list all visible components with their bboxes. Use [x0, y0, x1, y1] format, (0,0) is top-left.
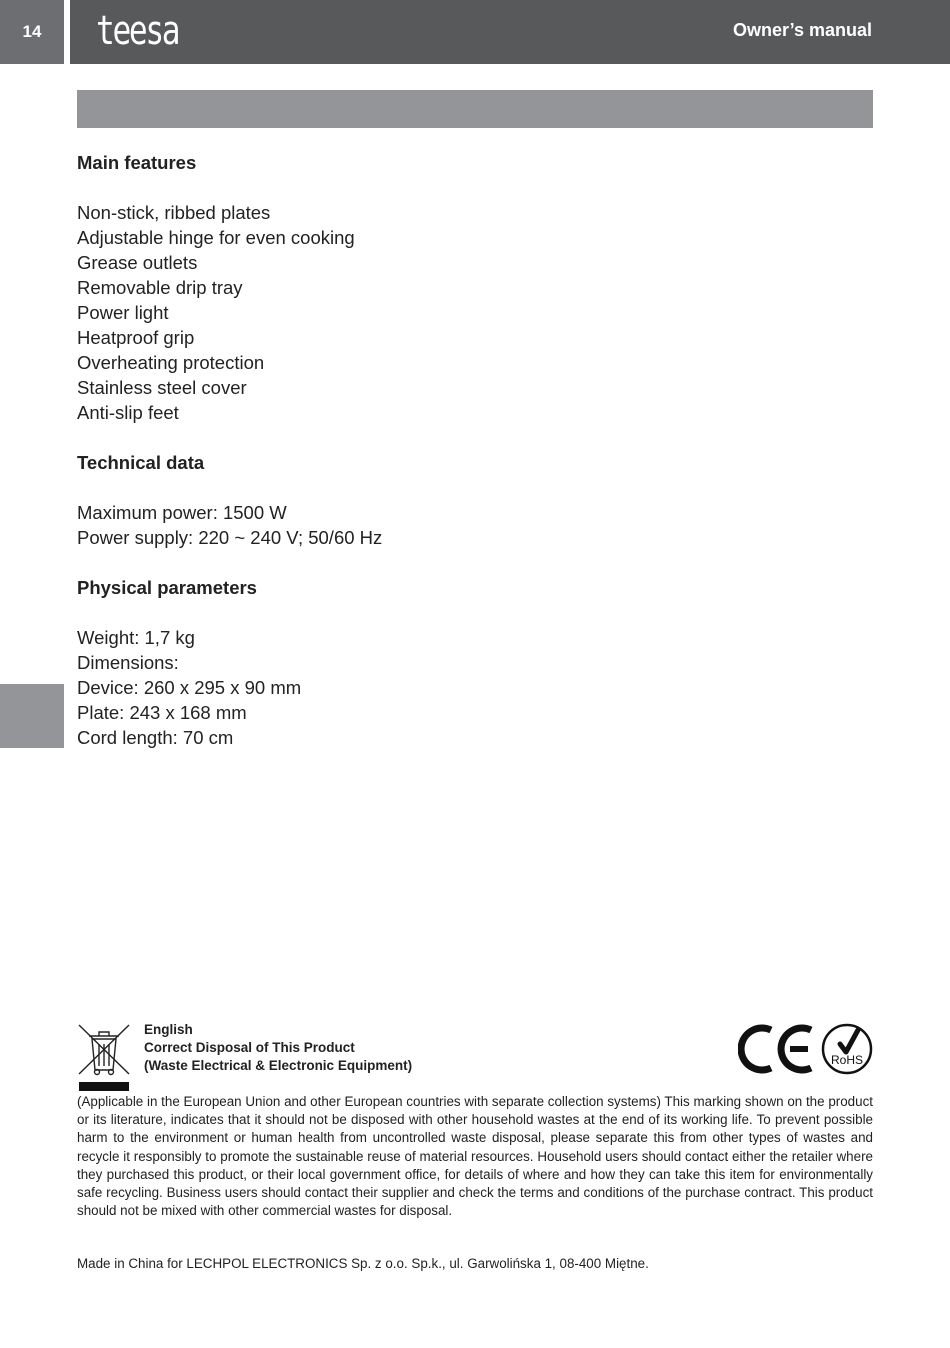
disposal-title: Correct Disposal of This Product — [144, 1040, 355, 1055]
physical-item: Plate: 243 x 168 mm — [77, 702, 247, 723]
features-heading: Main features — [77, 152, 197, 173]
feature-item: Adjustable hinge for even cooking — [77, 227, 355, 248]
weee-bin-icon — [77, 1022, 131, 1092]
language-side-tab — [0, 684, 64, 748]
main-content — [77, 150, 873, 750]
physical-item: Weight: 1,7 kg — [77, 627, 195, 648]
ce-mark-icon — [738, 1022, 816, 1076]
rohs-label: RoHS — [830, 1053, 864, 1067]
disposal-body: (Applicable in the European Union and other European countries with separate collection systems) This marking shown on the product or its literature, indicates that it should not be disposed with other household wastes at the end of its working life. To prevent possible harm to the environment or human health from uncontrolled waste disposal, please separate this from other types of wastes and recycle it responsibly to promote the sustainable reuse of material resources. Household users should contact either the retailer where they purchased this product, or their local government office, for details of where and how they can take this item for environmentally safe recycling. Business users should contact their supplier and check the terms and conditions of the purchase contract. This product should not be mixed with other commercial wastes for disposal. — [77, 1094, 873, 1219]
technical-heading: Technical data — [77, 452, 205, 473]
physical-item: Cord length: 70 cm — [77, 727, 234, 748]
feature-item: Non-stick, ribbed plates — [77, 202, 271, 223]
feature-item: Power light — [77, 302, 169, 323]
header-bar — [70, 0, 950, 64]
feature-item: Heatproof grip — [77, 327, 195, 348]
physical-heading: Physical parameters — [77, 577, 257, 598]
page-number: 14 — [0, 0, 64, 64]
technical-item: Maximum power: 1500 W — [77, 502, 287, 523]
feature-item: Anti-slip feet — [77, 402, 179, 423]
technical-item: Power supply: 220 ~ 240 V; 50/60 Hz — [77, 527, 383, 548]
physical-item: Device: 260 x 295 x 90 mm — [77, 677, 302, 698]
brand-logo: teesa — [96, 8, 179, 54]
disposal-header — [144, 1021, 412, 1075]
feature-item: Stainless steel cover — [77, 377, 247, 398]
feature-item: Grease outlets — [77, 252, 198, 273]
feature-item: Removable drip tray — [77, 277, 243, 298]
feature-item: Overheating protection — [77, 352, 265, 373]
disposal-language: English — [144, 1022, 193, 1037]
made-in-footer: Made in China for LECHPOL ELECTRONICS Sp. z o.o. Sp.k., ul. Garwolińska 1, 08-400 Miętne. — [77, 1256, 649, 1271]
header-title: Owner’s manual — [732, 20, 872, 40]
rohs-mark-icon — [820, 1022, 874, 1076]
disposal-subtitle: (Waste Electrical & Electronic Equipment) — [144, 1058, 413, 1073]
section-title-band — [77, 90, 873, 128]
physical-item: Dimensions: — [77, 652, 179, 673]
